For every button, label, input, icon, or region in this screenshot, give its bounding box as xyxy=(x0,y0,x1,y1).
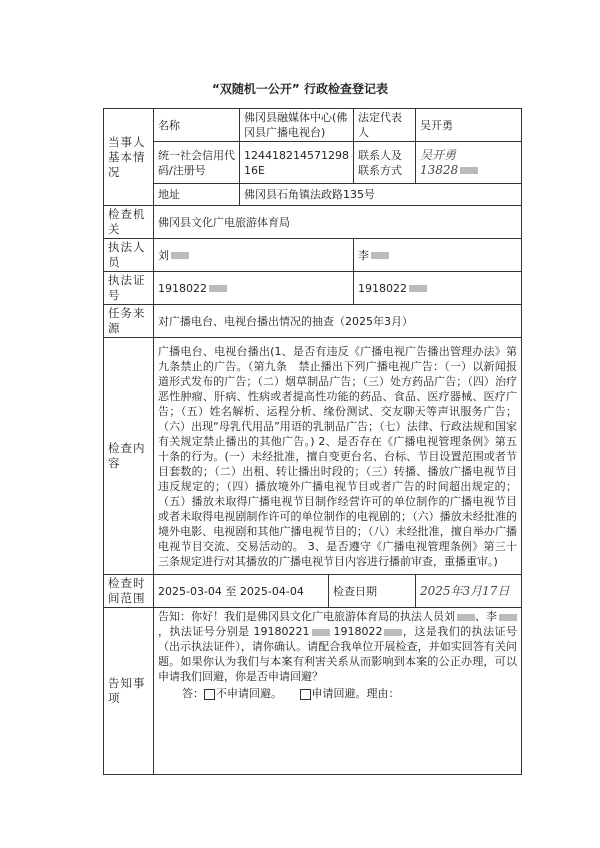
id-b-value: 1918022 xyxy=(358,281,407,295)
notice-text: ，执法证号分别是 19180221 xyxy=(158,625,310,638)
notice-label: 告知事项 xyxy=(104,608,154,775)
answer-label: 答： xyxy=(182,687,204,700)
form-title: “双随机一公开” 行政检查登记表 xyxy=(212,82,388,96)
checkbox-no-recusal[interactable] xyxy=(204,689,215,700)
party-label: 当事人基本情况 xyxy=(104,109,154,206)
rep-value: 吴开勇 xyxy=(416,109,522,142)
contact-value xyxy=(416,142,522,184)
credit-label: 统一社会信用代码/注册号 xyxy=(154,142,240,184)
redaction xyxy=(409,285,427,292)
period-label: 检查时间范围 xyxy=(104,575,154,608)
name-label: 名称 xyxy=(154,109,240,142)
notice-text: 1918022 xyxy=(329,625,383,638)
period-value: 2025-03-04 至 2025-04-04 xyxy=(154,575,329,608)
notice-value xyxy=(154,608,522,775)
officer-b-name: 李 xyxy=(358,248,369,262)
redaction xyxy=(499,614,517,621)
redaction xyxy=(312,629,330,636)
address-label: 地址 xyxy=(154,184,240,206)
option-no-recusal: 不申请回避。 xyxy=(216,687,282,700)
id-a xyxy=(154,272,354,305)
redaction xyxy=(460,167,478,174)
checkbox-recusal[interactable] xyxy=(300,689,311,700)
party-name: 佛冈县融媒体中心(佛冈县广播电视台) xyxy=(240,109,354,142)
agency-value: 佛冈县文化广电旅游体育局 xyxy=(154,206,522,239)
notice-text: 告知：你好！我们是佛冈县文化广电旅游体育局的执法人员刘 xyxy=(158,610,455,623)
date-value: 2025年3月17日 xyxy=(416,575,522,608)
rep-label: 法定代表人 xyxy=(354,109,416,142)
officer-a xyxy=(154,239,354,272)
redaction xyxy=(457,614,475,621)
officers-label: 执法人员 xyxy=(104,239,154,272)
date-label: 检查日期 xyxy=(329,575,416,608)
contact-label: 联系人及联系方式 xyxy=(354,142,416,184)
id-a-value: 1918022 xyxy=(158,281,207,295)
ids-label: 执法证号 xyxy=(104,272,154,305)
officer-a-name: 刘 xyxy=(158,248,169,262)
form-table xyxy=(103,108,522,775)
agency-label: 检查机关 xyxy=(104,206,154,239)
content-value: 广播电台、电视台播出(1、是否有违反《广播电视广告播出管理办法》第九条禁止的广告。（第九条 禁止播出下列广播电视广告：（一）以新闻报道形式发布的广告；（二）烟草制品广告；（三）处方药品广告；（四）治疗恶性肿瘤、肝病、性病或者提高性功能的药品、食品、医疗器械、医疗广告；（五）姓名解析、运程分析、缘份测试、交友聊天等声讯服务广告；（六）出现“母乳代用品”用语的乳制品广告；（七）法律、行政法规和国家有关规定禁止播出的其他广告。) 2、是否存在《广播电视管理条例》第五十条的行为。(一）未经批准，擅自变更台名、台标、节目设置范围或者节目套数的；（二）出租、转让播出时段的；（三）转播、播放广播电视节目违反规定的；（四）播放境外广播电视节目或者广告的时间超出规定的；（五）播放未取得广播电视节目制作经营许可的单位制作的广播电视节目或者未取得电视剧制作许可的单位制作的电视剧的；（六）播放未经批准的境外电影、电视剧和其他广播电视节目的；（八）未经批准，擅自举办广播电视节目交流、交易活动的。 3、是否遵守《广播电视管理条例》第三十三条规定进行对其播放的广播电视节目内容进行播前审查，重播重审。) xyxy=(154,338,522,575)
id-b xyxy=(354,272,522,305)
task-value: 对广播电台、电视台播出情况的抽查（2025年3月） xyxy=(154,305,522,338)
contact-phone: 13828 xyxy=(420,162,459,177)
notice-text: ，这是我们的执法证号（出示执法证件），请你确认。请配合我单位开展检查，并如实回答有关问题。如果你认为我们与本案有利害关系从而影响到本案的公正办理，可以申请我们回避，你是否申请回避？ xyxy=(158,625,517,683)
redaction xyxy=(371,252,389,259)
credit-code: 12441821457129816E xyxy=(240,142,354,184)
task-label: 任务来源 xyxy=(104,305,154,338)
option-recusal: 申请回避。理由： xyxy=(311,687,400,700)
redaction xyxy=(171,252,189,259)
notice-text: 、李 xyxy=(475,610,497,623)
content-label: 检查内容 xyxy=(104,338,154,575)
redaction xyxy=(384,629,402,636)
redaction xyxy=(209,285,227,292)
address-value: 佛冈县石角镇法政路135号 xyxy=(240,184,522,206)
officer-b xyxy=(354,239,522,272)
contact-signature: 吴开勇 xyxy=(420,147,457,162)
